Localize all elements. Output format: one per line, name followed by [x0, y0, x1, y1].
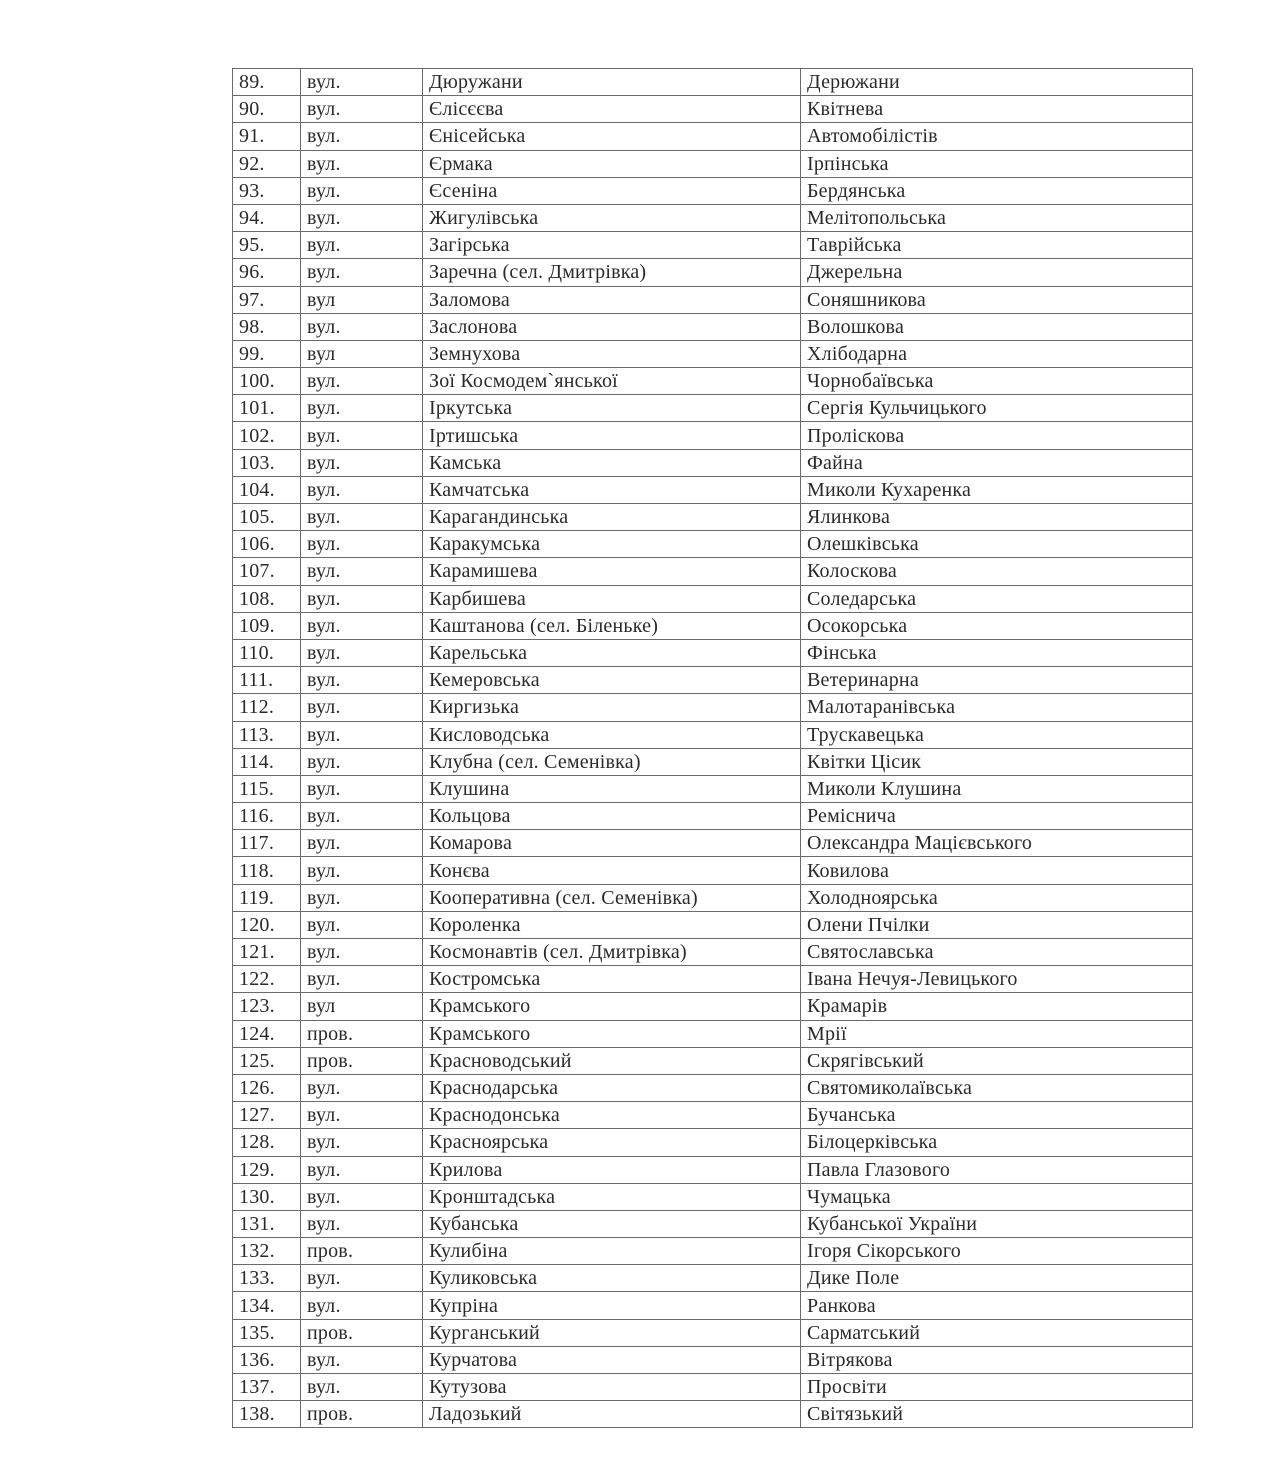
new-street-name: Кубанської України: [801, 1210, 1193, 1237]
row-number: 117.: [233, 830, 301, 857]
new-street-name: Холодноярська: [801, 884, 1193, 911]
row-number: 137.: [233, 1374, 301, 1401]
table-row: [233, 612, 1193, 639]
row-number: 102.: [233, 422, 301, 449]
row-number: 119.: [233, 884, 301, 911]
table-row: [233, 531, 1193, 558]
row-number: 113.: [233, 721, 301, 748]
street-type: вул.: [301, 395, 423, 422]
old-street-name: Єлісєєва: [423, 96, 801, 123]
table-row: [233, 1210, 1193, 1237]
new-street-name: Олешківська: [801, 531, 1193, 558]
new-street-name: Вітрякова: [801, 1346, 1193, 1373]
row-number: 101.: [233, 395, 301, 422]
table-row: [233, 803, 1193, 830]
street-type: вул.: [301, 667, 423, 694]
row-number: 123.: [233, 993, 301, 1020]
row-number: 96.: [233, 259, 301, 286]
table-row: [233, 1319, 1193, 1346]
old-street-name: Клушина: [423, 775, 801, 802]
street-type: вул.: [301, 884, 423, 911]
table-row: [233, 449, 1193, 476]
old-street-name: Краснодарська: [423, 1074, 801, 1101]
street-type: вул.: [301, 1210, 423, 1237]
street-type: вул.: [301, 204, 423, 231]
table-row: [233, 1374, 1193, 1401]
street-type: вул.: [301, 803, 423, 830]
street-type: вул.: [301, 1346, 423, 1373]
street-type: вул.: [301, 939, 423, 966]
new-street-name: Святославська: [801, 939, 1193, 966]
street-type: пров.: [301, 1020, 423, 1047]
street-rename-table: [232, 68, 1193, 1428]
row-number: 114.: [233, 748, 301, 775]
table-row: [233, 476, 1193, 503]
new-street-name: Миколи Кухаренка: [801, 476, 1193, 503]
new-street-name: Святомиколаївська: [801, 1074, 1193, 1101]
table-row: [233, 313, 1193, 340]
table-body: [233, 69, 1193, 1428]
row-number: 126.: [233, 1074, 301, 1101]
old-street-name: Ладозький: [423, 1401, 801, 1428]
street-type: вул.: [301, 585, 423, 612]
street-type: вул.: [301, 966, 423, 993]
new-street-name: Світязький: [801, 1401, 1193, 1428]
street-type: вул.: [301, 558, 423, 585]
old-street-name: Курганський: [423, 1319, 801, 1346]
table-row: [233, 259, 1193, 286]
street-type: пров.: [301, 1238, 423, 1265]
row-number: 108.: [233, 585, 301, 612]
row-number: 128.: [233, 1129, 301, 1156]
row-number: 89.: [233, 69, 301, 96]
row-number: 115.: [233, 775, 301, 802]
old-street-name: Камчатська: [423, 476, 801, 503]
table-row: [233, 939, 1193, 966]
row-number: 120.: [233, 911, 301, 938]
street-type: вул.: [301, 911, 423, 938]
new-street-name: Івана Нечуя-Левицького: [801, 966, 1193, 993]
old-street-name: Купріна: [423, 1292, 801, 1319]
new-street-name: Осокорська: [801, 612, 1193, 639]
new-street-name: Квітки Цісик: [801, 748, 1193, 775]
row-number: 121.: [233, 939, 301, 966]
table-row: [233, 123, 1193, 150]
new-street-name: Малотаранівська: [801, 694, 1193, 721]
table-row: [233, 1401, 1193, 1428]
old-street-name: Жигулівська: [423, 204, 801, 231]
row-number: 131.: [233, 1210, 301, 1237]
old-street-name: Кутузова: [423, 1374, 801, 1401]
new-street-name: Квітнева: [801, 96, 1193, 123]
old-street-name: Куликовська: [423, 1265, 801, 1292]
table-row: [233, 639, 1193, 666]
street-type: вул: [301, 340, 423, 367]
table-row: [233, 368, 1193, 395]
street-type: вул.: [301, 123, 423, 150]
old-street-name: Кубанська: [423, 1210, 801, 1237]
old-street-name: Зої Космодем`янської: [423, 368, 801, 395]
old-street-name: Костромська: [423, 966, 801, 993]
new-street-name: Сарматський: [801, 1319, 1193, 1346]
street-type: вул.: [301, 857, 423, 884]
row-number: 112.: [233, 694, 301, 721]
row-number: 90.: [233, 96, 301, 123]
new-street-name: Бучанська: [801, 1102, 1193, 1129]
table-row: [233, 667, 1193, 694]
new-street-name: Автомобілістів: [801, 123, 1193, 150]
row-number: 99.: [233, 340, 301, 367]
street-type: вул.: [301, 177, 423, 204]
new-street-name: Мелітопольська: [801, 204, 1193, 231]
row-number: 100.: [233, 368, 301, 395]
street-type: вул.: [301, 1183, 423, 1210]
new-street-name: Ранкова: [801, 1292, 1193, 1319]
old-street-name: Короленка: [423, 911, 801, 938]
street-type: вул.: [301, 531, 423, 558]
table-row: [233, 232, 1193, 259]
old-street-name: Камська: [423, 449, 801, 476]
new-street-name: Пролiскова: [801, 422, 1193, 449]
new-street-name: Дерюжани: [801, 69, 1193, 96]
new-street-name: Мрії: [801, 1020, 1193, 1047]
new-street-name: Сергія Кульчицького: [801, 395, 1193, 422]
row-number: 116.: [233, 803, 301, 830]
row-number: 125.: [233, 1047, 301, 1074]
old-street-name: Комарова: [423, 830, 801, 857]
street-type: вул.: [301, 69, 423, 96]
street-type: вул.: [301, 1102, 423, 1129]
street-type: вул.: [301, 232, 423, 259]
new-street-name: Чумацька: [801, 1183, 1193, 1210]
old-street-name: Крамського: [423, 993, 801, 1020]
street-type: вул.: [301, 1129, 423, 1156]
street-type: вул.: [301, 259, 423, 286]
old-street-name: Каракумська: [423, 531, 801, 558]
street-type: вул: [301, 286, 423, 313]
table-row: [233, 1265, 1193, 1292]
table-row: [233, 585, 1193, 612]
row-number: 91.: [233, 123, 301, 150]
old-street-name: Красноярська: [423, 1129, 801, 1156]
table-row: [233, 69, 1193, 96]
table-row: [233, 1156, 1193, 1183]
table-row: [233, 395, 1193, 422]
old-street-name: Дюружани: [423, 69, 801, 96]
table-row: [233, 748, 1193, 775]
street-type: вул.: [301, 449, 423, 476]
new-street-name: Хлібодарна: [801, 340, 1193, 367]
row-number: 105.: [233, 504, 301, 531]
old-street-name: Карамишева: [423, 558, 801, 585]
table-row: [233, 993, 1193, 1020]
old-street-name: Карбишева: [423, 585, 801, 612]
street-type: вул.: [301, 1265, 423, 1292]
old-street-name: Каштанова (сел. Біленьке): [423, 612, 801, 639]
old-street-name: Заломова: [423, 286, 801, 313]
street-type: вул.: [301, 368, 423, 395]
street-type: пров.: [301, 1401, 423, 1428]
table-row: [233, 1183, 1193, 1210]
street-type: вул.: [301, 422, 423, 449]
row-number: 133.: [233, 1265, 301, 1292]
street-type: пров.: [301, 1319, 423, 1346]
row-number: 124.: [233, 1020, 301, 1047]
street-type: вул.: [301, 1374, 423, 1401]
old-street-name: Красноводський: [423, 1047, 801, 1074]
old-street-name: Єнісейська: [423, 123, 801, 150]
old-street-name: Курчатова: [423, 1346, 801, 1373]
old-street-name: Земнухова: [423, 340, 801, 367]
street-type: вул.: [301, 504, 423, 531]
new-street-name: Ковилова: [801, 857, 1193, 884]
row-number: 109.: [233, 612, 301, 639]
new-street-name: Олександра Мацієвського: [801, 830, 1193, 857]
row-number: 104.: [233, 476, 301, 503]
new-street-name: Скрягівський: [801, 1047, 1193, 1074]
new-street-name: Джерельна: [801, 259, 1193, 286]
old-street-name: Крамського: [423, 1020, 801, 1047]
row-number: 127.: [233, 1102, 301, 1129]
new-street-name: Ігоря Сікорського: [801, 1238, 1193, 1265]
old-street-name: Карельська: [423, 639, 801, 666]
row-number: 136.: [233, 1346, 301, 1373]
old-street-name: Іркутська: [423, 395, 801, 422]
street-type: вул: [301, 993, 423, 1020]
old-street-name: Заречна (сел. Дмитрівка): [423, 259, 801, 286]
table-row: [233, 694, 1193, 721]
table-row: [233, 177, 1193, 204]
table-row: [233, 204, 1193, 231]
row-number: 118.: [233, 857, 301, 884]
row-number: 107.: [233, 558, 301, 585]
street-type: вул.: [301, 476, 423, 503]
street-type: вул.: [301, 1074, 423, 1101]
row-number: 98.: [233, 313, 301, 340]
row-number: 129.: [233, 1156, 301, 1183]
new-street-name: Олени Пчілки: [801, 911, 1193, 938]
street-type: пров.: [301, 1047, 423, 1074]
row-number: 111.: [233, 667, 301, 694]
table-row: [233, 966, 1193, 993]
old-street-name: Кисловодська: [423, 721, 801, 748]
street-type: вул.: [301, 639, 423, 666]
old-street-name: Кулибіна: [423, 1238, 801, 1265]
table-row: [233, 721, 1193, 748]
new-street-name: Колоскова: [801, 558, 1193, 585]
new-street-name: Крамарів: [801, 993, 1193, 1020]
new-street-name: Павла Глазового: [801, 1156, 1193, 1183]
table-row: [233, 96, 1193, 123]
table-row: [233, 830, 1193, 857]
table-row: [233, 1238, 1193, 1265]
table-row: [233, 504, 1193, 531]
table-row: [233, 286, 1193, 313]
old-street-name: Кронштадська: [423, 1183, 801, 1210]
street-type: вул.: [301, 96, 423, 123]
old-street-name: Загірська: [423, 232, 801, 259]
new-street-name: Бердянська: [801, 177, 1193, 204]
old-street-name: Іртишська: [423, 422, 801, 449]
row-number: 95.: [233, 232, 301, 259]
old-street-name: Кольцова: [423, 803, 801, 830]
table-row: [233, 775, 1193, 802]
old-street-name: Конєва: [423, 857, 801, 884]
row-number: 93.: [233, 177, 301, 204]
table-row: [233, 1129, 1193, 1156]
row-number: 138.: [233, 1401, 301, 1428]
table-row: [233, 1102, 1193, 1129]
old-street-name: Космонавтів (сел. Дмитрівка): [423, 939, 801, 966]
table-row: [233, 422, 1193, 449]
new-street-name: Просвіти: [801, 1374, 1193, 1401]
row-number: 132.: [233, 1238, 301, 1265]
street-type: вул.: [301, 721, 423, 748]
new-street-name: Ірпінська: [801, 150, 1193, 177]
old-street-name: Єрмака: [423, 150, 801, 177]
table-row: [233, 911, 1193, 938]
old-street-name: Кемеровська: [423, 667, 801, 694]
old-street-name: Краснодонська: [423, 1102, 801, 1129]
street-type: вул.: [301, 313, 423, 340]
new-street-name: Ветеринарна: [801, 667, 1193, 694]
table-row: [233, 558, 1193, 585]
row-number: 110.: [233, 639, 301, 666]
table-row: [233, 857, 1193, 884]
new-street-name: Фінська: [801, 639, 1193, 666]
new-street-name: Ялинкова: [801, 504, 1193, 531]
table-row: [233, 884, 1193, 911]
table-row: [233, 1292, 1193, 1319]
old-street-name: Єсеніна: [423, 177, 801, 204]
table-row: [233, 1346, 1193, 1373]
old-street-name: Карагандинська: [423, 504, 801, 531]
old-street-name: Крилова: [423, 1156, 801, 1183]
street-type: вул.: [301, 748, 423, 775]
table-row: [233, 150, 1193, 177]
new-street-name: Білоцерківська: [801, 1129, 1193, 1156]
street-type: вул.: [301, 150, 423, 177]
new-street-name: Соледарська: [801, 585, 1193, 612]
old-street-name: Киргизька: [423, 694, 801, 721]
new-street-name: Файна: [801, 449, 1193, 476]
table-row: [233, 1074, 1193, 1101]
row-number: 122.: [233, 966, 301, 993]
street-type: вул.: [301, 694, 423, 721]
table-row: [233, 1020, 1193, 1047]
old-street-name: Клубна (сел. Семенівка): [423, 748, 801, 775]
new-street-name: Чорнобаївська: [801, 368, 1193, 395]
table-row: [233, 340, 1193, 367]
street-type: вул.: [301, 775, 423, 802]
old-street-name: Заслонова: [423, 313, 801, 340]
row-number: 106.: [233, 531, 301, 558]
new-street-name: Трускавецька: [801, 721, 1193, 748]
new-street-name: Дике Поле: [801, 1265, 1193, 1292]
new-street-name: Соняшникова: [801, 286, 1193, 313]
new-street-name: Волошкова: [801, 313, 1193, 340]
row-number: 103.: [233, 449, 301, 476]
row-number: 130.: [233, 1183, 301, 1210]
row-number: 134.: [233, 1292, 301, 1319]
table-row: [233, 1047, 1193, 1074]
street-type: вул.: [301, 1156, 423, 1183]
old-street-name: Кооперативна (сел. Семенівка): [423, 884, 801, 911]
street-type: вул.: [301, 1292, 423, 1319]
row-number: 92.: [233, 150, 301, 177]
street-type: вул.: [301, 612, 423, 639]
new-street-name: Миколи Клушина: [801, 775, 1193, 802]
new-street-name: Таврійська: [801, 232, 1193, 259]
row-number: 135.: [233, 1319, 301, 1346]
street-type: вул.: [301, 830, 423, 857]
new-street-name: Реміснича: [801, 803, 1193, 830]
row-number: 97.: [233, 286, 301, 313]
row-number: 94.: [233, 204, 301, 231]
